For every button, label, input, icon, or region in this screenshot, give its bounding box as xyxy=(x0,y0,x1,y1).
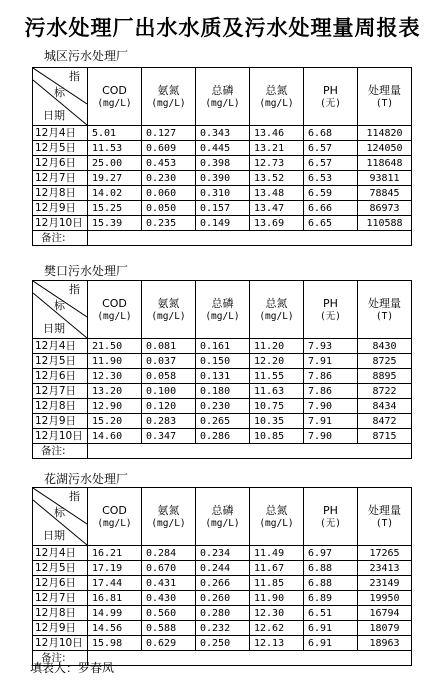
note-row xyxy=(33,444,412,459)
value-cell: 12.73 xyxy=(250,156,304,171)
value-cell: 8722 xyxy=(358,384,412,399)
value-cell: 17.44 xyxy=(88,576,142,591)
value-cell: 0.244 xyxy=(196,561,250,576)
column-header-cod xyxy=(88,488,142,546)
value-cell: 0.050 xyxy=(142,201,196,216)
table-row xyxy=(33,546,412,561)
column-header-volume xyxy=(358,281,412,339)
value-cell: 12.20 xyxy=(250,354,304,369)
value-cell: 0.430 xyxy=(142,591,196,606)
date-cell: 12月5日 xyxy=(33,561,88,576)
date-cell: 12月6日 xyxy=(33,156,88,171)
value-cell: 10.75 xyxy=(250,399,304,414)
value-cell: 12.90 xyxy=(88,399,142,414)
value-cell: 8434 xyxy=(358,399,412,414)
value-cell: 0.431 xyxy=(142,576,196,591)
value-cell: 23149 xyxy=(358,576,412,591)
diagonal-header-cell xyxy=(33,488,88,546)
corner-label-mid: 标 xyxy=(54,86,65,99)
column-unit: (mg/L) xyxy=(97,310,132,322)
note-label: 备注: xyxy=(33,651,88,666)
table-row xyxy=(33,369,412,384)
value-cell: 8895 xyxy=(358,369,412,384)
value-cell: 15.20 xyxy=(88,414,142,429)
column-name: 总氮 xyxy=(265,296,288,310)
value-cell: 0.127 xyxy=(142,126,196,141)
value-cell: 0.347 xyxy=(142,429,196,444)
value-cell: 0.081 xyxy=(142,339,196,354)
diagonal-header-cell xyxy=(33,281,88,339)
value-cell: 12.30 xyxy=(250,606,304,621)
column-unit: (mg/L) xyxy=(97,517,132,529)
value-cell: 7.93 xyxy=(304,339,358,354)
value-cell: 78845 xyxy=(358,186,412,201)
value-cell: 0.390 xyxy=(196,171,250,186)
column-header-ph xyxy=(304,68,358,126)
value-cell: 6.57 xyxy=(304,141,358,156)
value-cell: 12.13 xyxy=(250,636,304,651)
value-cell: 7.90 xyxy=(304,399,358,414)
column-unit: (mg/L) xyxy=(259,97,294,109)
value-cell: 17265 xyxy=(358,546,412,561)
value-cell: 6.88 xyxy=(304,561,358,576)
value-cell: 8430 xyxy=(358,339,412,354)
column-unit: (无) xyxy=(320,310,341,322)
value-cell: 21.50 xyxy=(88,339,142,354)
column-header-ph xyxy=(304,281,358,339)
column-header-total-phosphorus xyxy=(196,488,250,546)
date-cell: 12月4日 xyxy=(33,546,88,561)
value-cell: 86973 xyxy=(358,201,412,216)
value-cell: 13.52 xyxy=(250,171,304,186)
date-cell: 12月6日 xyxy=(33,369,88,384)
column-name: 氨氮 xyxy=(157,503,180,517)
value-cell: 23413 xyxy=(358,561,412,576)
column-header-ammonia xyxy=(142,281,196,339)
value-cell: 0.131 xyxy=(196,369,250,384)
column-name: 总磷 xyxy=(211,296,234,310)
value-cell: 13.46 xyxy=(250,126,304,141)
value-cell: 14.56 xyxy=(88,621,142,636)
table-row xyxy=(33,141,412,156)
date-cell: 12月4日 xyxy=(33,339,88,354)
value-cell: 11.67 xyxy=(250,561,304,576)
value-cell: 15.39 xyxy=(88,216,142,231)
table-row xyxy=(33,606,412,621)
value-cell: 6.88 xyxy=(304,576,358,591)
value-cell: 0.280 xyxy=(196,606,250,621)
value-cell: 0.283 xyxy=(142,414,196,429)
value-cell: 0.343 xyxy=(196,126,250,141)
column-unit: (mg/L) xyxy=(205,97,240,109)
value-cell: 0.265 xyxy=(196,414,250,429)
column-header-ammonia xyxy=(142,68,196,126)
table-row xyxy=(33,429,412,444)
value-cell: 0.310 xyxy=(196,186,250,201)
corner-label-date: 日期 xyxy=(43,109,65,122)
column-name: PH xyxy=(323,296,338,310)
table-row xyxy=(33,171,412,186)
column-header-cod xyxy=(88,281,142,339)
value-cell: 93811 xyxy=(358,171,412,186)
date-cell: 12月5日 xyxy=(33,354,88,369)
value-cell: 0.560 xyxy=(142,606,196,621)
value-cell: 10.85 xyxy=(250,429,304,444)
value-cell: 6.65 xyxy=(304,216,358,231)
column-unit: (mg/L) xyxy=(205,517,240,529)
column-unit: (mg/L) xyxy=(97,97,132,109)
value-cell: 15.25 xyxy=(88,201,142,216)
value-cell: 18079 xyxy=(358,621,412,636)
value-cell: 16794 xyxy=(358,606,412,621)
value-cell: 8715 xyxy=(358,429,412,444)
value-cell: 11.55 xyxy=(250,369,304,384)
value-cell: 0.609 xyxy=(142,141,196,156)
date-cell: 12月10日 xyxy=(33,429,88,444)
value-cell: 7.86 xyxy=(304,369,358,384)
note-label: 备注: xyxy=(33,444,88,459)
column-header-volume xyxy=(358,68,412,126)
corner-label-mid: 标 xyxy=(54,506,65,519)
value-cell: 7.90 xyxy=(304,429,358,444)
value-cell: 15.98 xyxy=(88,636,142,651)
value-cell: 7.91 xyxy=(304,414,358,429)
value-cell: 118648 xyxy=(358,156,412,171)
value-cell: 0.453 xyxy=(142,156,196,171)
column-name: 总磷 xyxy=(211,503,234,517)
table-row xyxy=(33,561,412,576)
value-cell: 14.60 xyxy=(88,429,142,444)
value-cell: 11.90 xyxy=(88,354,142,369)
value-cell: 0.058 xyxy=(142,369,196,384)
column-unit: (mg/L) xyxy=(259,310,294,322)
value-cell: 7.91 xyxy=(304,354,358,369)
value-cell: 19.27 xyxy=(88,171,142,186)
water-quality-table xyxy=(32,67,412,246)
note-label: 备注: xyxy=(33,231,88,246)
plant-name: 花湖污水处理厂 xyxy=(44,472,129,486)
value-cell: 8725 xyxy=(358,354,412,369)
value-cell: 13.69 xyxy=(250,216,304,231)
column-unit: (无) xyxy=(320,97,341,109)
value-cell: 16.81 xyxy=(88,591,142,606)
table-row xyxy=(33,354,412,369)
value-cell: 6.68 xyxy=(304,126,358,141)
date-cell: 12月10日 xyxy=(33,636,88,651)
value-cell: 11.90 xyxy=(250,591,304,606)
value-cell: 0.234 xyxy=(196,546,250,561)
value-cell: 0.150 xyxy=(196,354,250,369)
column-header-total-nitrogen xyxy=(250,68,304,126)
value-cell: 0.180 xyxy=(196,384,250,399)
value-cell: 0.149 xyxy=(196,216,250,231)
corner-label-top: 指 xyxy=(69,70,80,83)
value-cell: 0.161 xyxy=(196,339,250,354)
value-cell: 0.670 xyxy=(142,561,196,576)
value-cell: 0.266 xyxy=(196,576,250,591)
date-cell: 12月8日 xyxy=(33,186,88,201)
column-name: COD xyxy=(102,83,127,97)
value-cell: 0.100 xyxy=(142,384,196,399)
note-value xyxy=(88,231,412,246)
column-header-cod xyxy=(88,68,142,126)
value-cell: 16.21 xyxy=(88,546,142,561)
value-cell: 110588 xyxy=(358,216,412,231)
column-name: 总氮 xyxy=(265,83,288,97)
date-cell: 12月8日 xyxy=(33,399,88,414)
value-cell: 11.53 xyxy=(88,141,142,156)
value-cell: 124050 xyxy=(358,141,412,156)
date-cell: 12月6日 xyxy=(33,576,88,591)
column-name: PH xyxy=(323,503,338,517)
value-cell: 0.445 xyxy=(196,141,250,156)
value-cell: 14.02 xyxy=(88,186,142,201)
value-cell: 8472 xyxy=(358,414,412,429)
table-row xyxy=(33,621,412,636)
value-cell: 0.284 xyxy=(142,546,196,561)
column-header-total-phosphorus xyxy=(196,281,250,339)
table-row xyxy=(33,126,412,141)
value-cell: 17.19 xyxy=(88,561,142,576)
column-header-ph xyxy=(304,488,358,546)
date-cell: 12月7日 xyxy=(33,384,88,399)
value-cell: 6.89 xyxy=(304,591,358,606)
value-cell: 0.286 xyxy=(196,429,250,444)
date-cell: 12月7日 xyxy=(33,591,88,606)
column-unit: (无) xyxy=(320,517,341,529)
date-cell: 12月9日 xyxy=(33,414,88,429)
value-cell: 6.53 xyxy=(304,171,358,186)
value-cell: 11.85 xyxy=(250,576,304,591)
value-cell: 0.250 xyxy=(196,636,250,651)
value-cell: 0.588 xyxy=(142,621,196,636)
value-cell: 0.060 xyxy=(142,186,196,201)
column-name: COD xyxy=(102,296,127,310)
table-row xyxy=(33,156,412,171)
value-cell: 114820 xyxy=(358,126,412,141)
note-value xyxy=(88,651,412,666)
column-name: 处理量 xyxy=(368,503,401,517)
corner-label-top: 指 xyxy=(69,283,80,296)
value-cell: 6.59 xyxy=(304,186,358,201)
value-cell: 13.20 xyxy=(88,384,142,399)
plant-name: 樊口污水处理厂 xyxy=(44,264,129,278)
table-header-row xyxy=(33,488,412,546)
date-cell: 12月9日 xyxy=(33,201,88,216)
value-cell: 6.66 xyxy=(304,201,358,216)
water-quality-table xyxy=(32,487,412,666)
value-cell: 6.97 xyxy=(304,546,358,561)
value-cell: 6.57 xyxy=(304,156,358,171)
value-cell: 18963 xyxy=(358,636,412,651)
corner-label-mid: 标 xyxy=(54,299,65,312)
table-row xyxy=(33,591,412,606)
column-name: 氨氮 xyxy=(157,296,180,310)
value-cell: 13.21 xyxy=(250,141,304,156)
value-cell: 11.63 xyxy=(250,384,304,399)
table-row xyxy=(33,399,412,414)
column-name: 总磷 xyxy=(211,83,234,97)
column-header-total-phosphorus xyxy=(196,68,250,126)
value-cell: 0.157 xyxy=(196,201,250,216)
column-name: PH xyxy=(323,83,338,97)
value-cell: 6.91 xyxy=(304,621,358,636)
column-name: 处理量 xyxy=(368,83,401,97)
value-cell: 0.232 xyxy=(196,621,250,636)
value-cell: 0.260 xyxy=(196,591,250,606)
plant-name: 城区污水处理厂 xyxy=(44,49,129,63)
date-cell: 12月7日 xyxy=(33,171,88,186)
table-row xyxy=(33,576,412,591)
column-name: 氨氮 xyxy=(157,83,180,97)
column-unit: (T) xyxy=(375,517,394,529)
date-cell: 12月10日 xyxy=(33,216,88,231)
value-cell: 0.230 xyxy=(196,399,250,414)
date-cell: 12月9日 xyxy=(33,621,88,636)
column-unit: (mg/L) xyxy=(151,310,186,322)
value-cell: 0.629 xyxy=(142,636,196,651)
column-header-total-nitrogen xyxy=(250,488,304,546)
value-cell: 11.20 xyxy=(250,339,304,354)
column-name: 总氮 xyxy=(265,503,288,517)
table-row xyxy=(33,636,412,651)
value-cell: 0.120 xyxy=(142,399,196,414)
column-unit: (T) xyxy=(375,97,394,109)
table-row xyxy=(33,186,412,201)
date-cell: 12月8日 xyxy=(33,606,88,621)
value-cell: 11.49 xyxy=(250,546,304,561)
table-row xyxy=(33,384,412,399)
column-unit: (mg/L) xyxy=(205,310,240,322)
table-header-row xyxy=(33,281,412,339)
value-cell: 13.47 xyxy=(250,201,304,216)
value-cell: 0.235 xyxy=(142,216,196,231)
corner-label-date: 日期 xyxy=(43,322,65,335)
value-cell: 13.48 xyxy=(250,186,304,201)
form-filler: 填表人：罗春凤 xyxy=(30,661,115,675)
value-cell: 6.51 xyxy=(304,606,358,621)
diagonal-header-cell xyxy=(33,68,88,126)
column-name: COD xyxy=(102,503,127,517)
column-header-ammonia xyxy=(142,488,196,546)
corner-label-date: 日期 xyxy=(43,529,65,542)
corner-label-top: 指 xyxy=(69,490,80,503)
date-cell: 12月4日 xyxy=(33,126,88,141)
value-cell: 7.86 xyxy=(304,384,358,399)
table-header-row xyxy=(33,68,412,126)
value-cell: 0.230 xyxy=(142,171,196,186)
value-cell: 0.398 xyxy=(196,156,250,171)
column-unit: (T) xyxy=(375,310,394,322)
column-name: 处理量 xyxy=(368,296,401,310)
date-cell: 12月5日 xyxy=(33,141,88,156)
column-header-volume xyxy=(358,488,412,546)
column-unit: (mg/L) xyxy=(151,517,186,529)
value-cell: 12.30 xyxy=(88,369,142,384)
table-row xyxy=(33,414,412,429)
value-cell: 25.00 xyxy=(88,156,142,171)
water-quality-table xyxy=(32,280,412,459)
table-row xyxy=(33,216,412,231)
value-cell: 0.037 xyxy=(142,354,196,369)
column-unit: (mg/L) xyxy=(259,517,294,529)
note-row xyxy=(33,231,412,246)
value-cell: 12.62 xyxy=(250,621,304,636)
report-title: 污水处理厂出水水质及污水处理量周报表 xyxy=(24,15,421,40)
column-unit: (mg/L) xyxy=(151,97,186,109)
table-row xyxy=(33,339,412,354)
table-row xyxy=(33,201,412,216)
value-cell: 14.99 xyxy=(88,606,142,621)
note-value xyxy=(88,444,412,459)
column-header-total-nitrogen xyxy=(250,281,304,339)
value-cell: 19950 xyxy=(358,591,412,606)
value-cell: 6.91 xyxy=(304,636,358,651)
value-cell: 5.01 xyxy=(88,126,142,141)
value-cell: 10.35 xyxy=(250,414,304,429)
